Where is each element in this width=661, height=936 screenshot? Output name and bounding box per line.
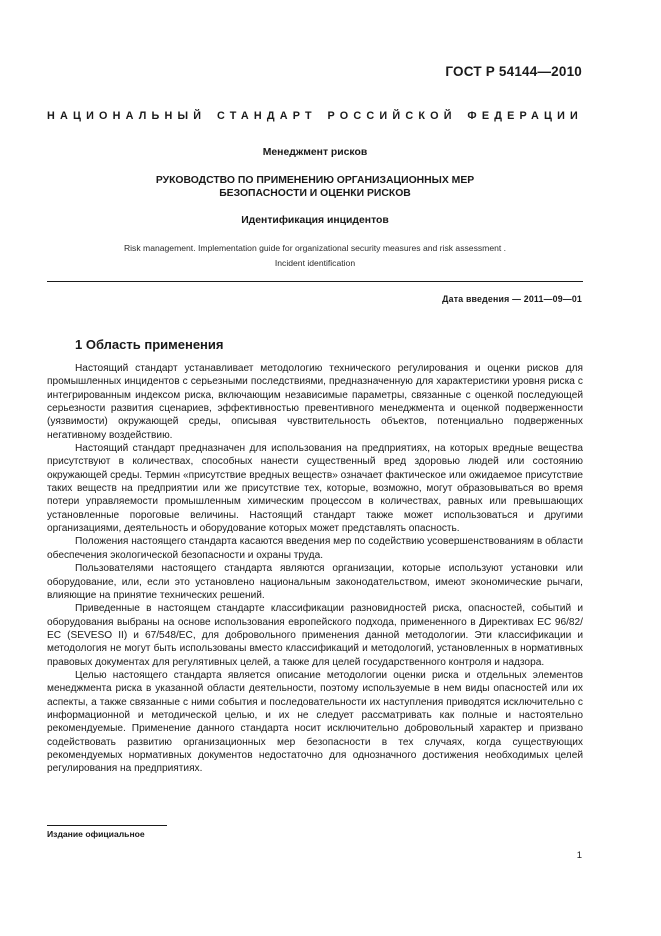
english-title-line: Incident identification: [274, 258, 356, 268]
official-edition-label: Издание официальное: [47, 829, 145, 839]
section-title: 1 Область применения: [75, 337, 224, 352]
section-body: [47, 362, 583, 776]
risk-management-heading: Менеджмент рисков: [262, 147, 368, 158]
paragraph: Приведенные в настоящем стандарте классификации разновидностей риска, опасностей, событий и оборудования выбраны на основе использования европейского подхода, примененного в Директивах ЕС 96/82/ЕС (SEVESO II) и 67/548/ЕС, для добровольного применения данной методологии. Эти классификации и методология не могут быть использованы вместо классификаций и методологий, установленных в нормативных правовых документах для регулятивных целей, а также для целей государственного контроля и надзора.: [47, 603, 583, 668]
paragraph: Целью настоящего стандарта является описание методологии оценки риска и отдельных элементов менеджмента риска в указанной области деятельности, поэтому используемые в нем виды опасностей или их аспекты, а также связанные с ними события и последовательности их наступления приводятся исключительно с информационной и методической целью, и их не следует рассматривать как полные и настоятельно рекомендуемые. Применение данного стандарта носит исключительно добровольный характер и призвано содействовать развитию организационных мер безопасности в тех случаях, когда существующих рекомендуемых нормативных документов недостаточно для однозначного достижения необходимых целей регулирования на предприятиях.: [47, 669, 583, 775]
incident-identification-heading: Идентификация инцидентов: [241, 215, 389, 226]
introduction-date: Дата введения — 2011—09—01: [442, 294, 582, 304]
paragraph: Положения настоящего стандарта касаются введения мер по содействию усовершенствованиям в области обеспечения экологической безопасности и охраны труда.: [47, 536, 583, 561]
paragraph: Настоящий стандарт устанавливает методологию технического регулирования и оценки рисков для промышленных инцидентов с серьезными последствиями, предназначенную для характеристики уровня риска с интегрированным индексом риска, включающим независимые параметры, связанные с оценкой последующей серьезности развития сценариев, эффективностью превентивного менеджмента и оценкой подверженности (уязвимости) окружающей среды, описывая чувствительность объектов, потенциально подверженных негативному воздействию.: [47, 363, 583, 441]
header-divider: [47, 281, 583, 282]
footer-divider: [47, 825, 167, 826]
paragraph: Настоящий стандарт предназначен для использования на предприятиях, на которых вредные вещества присутствуют в количествах, способных нанести существенный вред здоровью людей или состоянию окружающей среды. Термин «присутствие вредных веществ» означает фактическое или ожидаемое присутствие таких веществ на предприятии или же присутствие тех, которые, возможно, могут образовываться во время потери управляемости промышленным химическим процессом в количествах, равных или превышающих установленные пороговые величины. Настоящий стандарт также может использоваться и другими организациями, деятельность и оборудование которых может представлять опасность.: [47, 443, 583, 535]
main-title: [47, 175, 583, 200]
standard-code: ГОСТ Р 54144—2010: [445, 64, 582, 79]
page-number: 1: [576, 850, 582, 861]
main-title-line: РУКОВОДСТВО ПО ПРИМЕНЕНИЮ ОРГАНИЗАЦИОННЫХ МЕР: [155, 175, 475, 186]
english-title: [47, 241, 583, 271]
main-title-line: БЕЗОПАСНОСТИ И ОЦЕНКИ РИСКОВ: [219, 187, 411, 199]
paragraph: Пользователями настоящего стандарта являются организации, которые используют установки или оборудование, или, если это установлено национальным законодательством, имеют экономические рычаги, влияющие на принятие технических решений.: [47, 563, 583, 601]
english-title-line: Risk management. Implementation guide for organizational security measures and risk assessment .: [123, 243, 507, 253]
national-standard-heading: НАЦИОНАЛЬНЫЙ СТАНДАРТ РОССИЙСКОЙ ФЕДЕРАЦИИ: [47, 110, 583, 122]
